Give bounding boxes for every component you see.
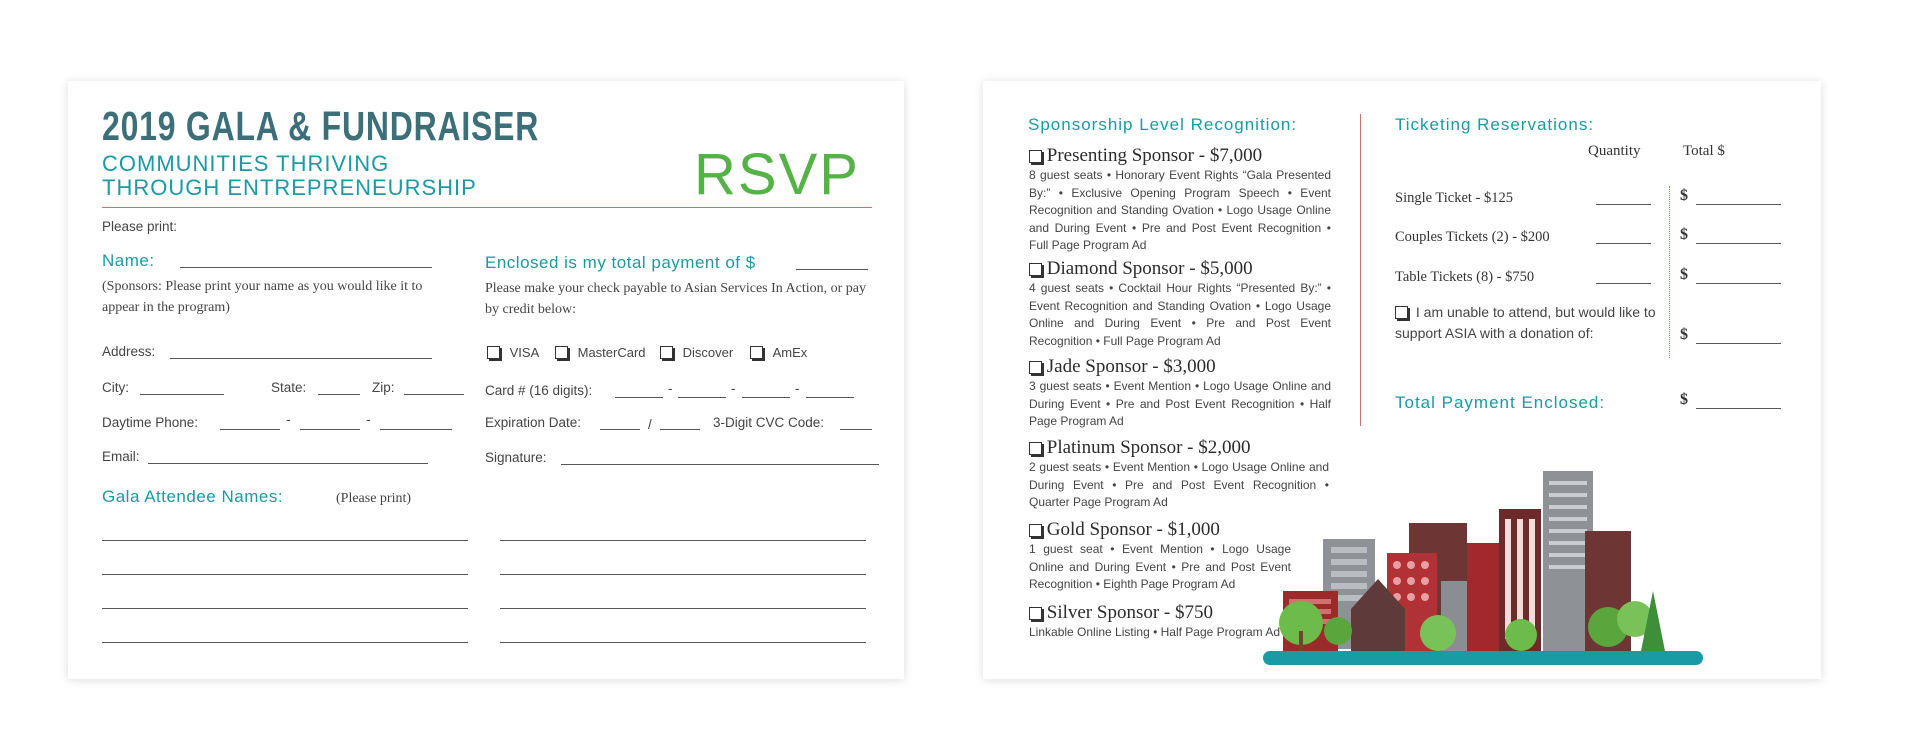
dotted-divider [1669, 186, 1670, 358]
payment-note: Please make your check payable to Asian Services In Action, or pay by credit below: [485, 281, 866, 317]
sponsorship-card [983, 81, 1821, 679]
payment-amount-field[interactable] [796, 269, 868, 270]
attendee-field[interactable] [102, 574, 468, 575]
address-field[interactable] [170, 358, 432, 359]
couples-ticket-quantity-field[interactable] [1596, 243, 1651, 244]
signature-field[interactable] [561, 464, 879, 465]
attendee-label: Gala Attendee Names: [102, 487, 284, 506]
event-title: 2019 GALA & FUNDRAISER [102, 103, 540, 149]
payment-label: Enclosed is my total payment of $ [485, 253, 756, 272]
attendee-field[interactable] [500, 540, 866, 541]
table-ticket-quantity-field[interactable] [1596, 283, 1651, 284]
checkbox-icon[interactable] [1029, 150, 1042, 163]
sponsor-diamond[interactable]: Diamond Sponsor - $5,000 4 guest seats • Cocktail Hour Rights “Presented By:” • Event Recognition and Standing Ovation • Logo Usage Online and During Event • Pre and Post Event Recognition • Full Page Program Ad [1029, 258, 1331, 348]
phone-dash: - [366, 412, 371, 427]
ticketing-heading: Ticketing Reservations: [1395, 115, 1595, 134]
attendee-field[interactable] [500, 642, 866, 643]
phone-prefix-field[interactable] [300, 429, 360, 430]
dollar-sign: $ [1680, 187, 1688, 204]
email-label: Email: [102, 449, 140, 464]
zip-label: Zip: [372, 380, 395, 395]
single-ticket-total-field[interactable] [1696, 204, 1781, 205]
total-payment-field[interactable] [1696, 408, 1781, 409]
header-divider [102, 207, 872, 208]
table-ticket-total-field[interactable] [1696, 283, 1781, 284]
please-print-label: Please print: [102, 219, 178, 234]
donation-amount-field[interactable] [1696, 343, 1781, 344]
address-label: Address: [102, 344, 156, 359]
zip-field[interactable] [404, 394, 464, 395]
cvc-label: 3-Digit CVC Code: [713, 415, 825, 430]
dollar-sign: $ [1680, 266, 1688, 283]
state-field[interactable] [318, 394, 360, 395]
total-column-header: Total $ [1683, 143, 1725, 159]
name-note: (Sponsors: Please print your name as you would like it to appear in the program) [102, 279, 423, 315]
phone-area-field[interactable] [220, 429, 280, 430]
checkbox-icon[interactable] [487, 346, 500, 359]
checkbox-icon[interactable] [555, 346, 568, 359]
state-label: State: [271, 380, 307, 395]
card-number-field[interactable] [806, 397, 854, 398]
card-number-field[interactable] [742, 397, 790, 398]
event-subtitle-line-1: COMMUNITIES THRIVING [102, 151, 390, 176]
sponsor-silver[interactable]: Silver Sponsor - $750 Linkable Online Listing • Half Page Program Ad [1029, 602, 1281, 639]
dollar-sign: $ [1680, 391, 1688, 408]
amex-option[interactable]: AmEx [750, 345, 807, 360]
sponsorship-heading: Sponsorship Level Recognition: [1028, 115, 1298, 134]
phone-label: Daytime Phone: [102, 415, 199, 430]
rsvp-form-card [68, 81, 904, 679]
checkbox-icon[interactable] [750, 346, 763, 359]
dollar-sign: $ [1680, 326, 1688, 343]
sponsor-gold[interactable]: Gold Sponsor - $1,000 1 guest seat • Event Mention • Logo Usage Online and During Event • Pre and Post Event Recognition • Eighth Page Program Ad [1029, 519, 1291, 591]
card-dash: - [731, 381, 736, 396]
card-dash: - [795, 381, 800, 396]
couples-ticket-label: Couples Tickets (2) - $200 [1395, 229, 1550, 245]
phone-line-field[interactable] [380, 429, 452, 430]
mastercard-option[interactable]: MasterCard [555, 345, 646, 360]
checkbox-icon[interactable] [1029, 524, 1042, 537]
total-payment-label: Total Payment Enclosed: [1395, 393, 1606, 412]
card-dash: - [668, 381, 673, 396]
column-divider [1360, 114, 1361, 426]
attendee-note: (Please print) [336, 491, 412, 506]
dollar-sign: $ [1680, 226, 1688, 243]
single-ticket-quantity-field[interactable] [1596, 204, 1651, 205]
sponsor-platinum[interactable]: Platinum Sponsor - $2,000 2 guest seats • Event Mention • Logo Usage Online and During Event • Pre and Post Event Recognition • Quarter Page Program Ad [1029, 437, 1329, 509]
expiration-month-field[interactable] [600, 429, 640, 430]
single-ticket-label: Single Ticket - $125 [1395, 190, 1514, 206]
card-number-field[interactable] [678, 397, 726, 398]
expiration-label: Expiration Date: [485, 415, 582, 430]
expiration-year-field[interactable] [660, 429, 700, 430]
card-number-field[interactable] [615, 397, 663, 398]
checkbox-icon[interactable] [1029, 263, 1042, 276]
attendee-field[interactable] [102, 642, 468, 643]
checkbox-icon[interactable] [1029, 607, 1042, 620]
card-number-label: Card # (16 digits): [485, 383, 593, 398]
table-ticket-label: Table Tickets (8) - $750 [1395, 269, 1535, 285]
name-label: Name: [102, 251, 155, 270]
sponsor-presenting[interactable]: Presenting Sponsor - $7,000 8 guest seats • Honorary Event Rights “Gala Presented By:” • Exclusive Opening Program Speech • Event Recognition and Standing Ovation • Logo Usage Online and During Event • Pre and Post Event Recognition • Full Page Program Ad [1029, 145, 1331, 252]
discover-option[interactable]: Discover [660, 345, 733, 360]
rsvp-heading: RSVP [694, 142, 860, 207]
attendee-field[interactable] [500, 608, 866, 609]
name-field[interactable] [180, 267, 432, 268]
sponsor-jade[interactable]: Jade Sponsor - $3,000 3 guest seats • Event Mention • Logo Usage Online and During Event • Pre and Post Event Recognition • Half Page Program Ad [1029, 356, 1331, 428]
signature-label: Signature: [485, 450, 547, 465]
visa-option[interactable]: VISA [487, 345, 539, 360]
checkbox-icon[interactable] [660, 346, 673, 359]
attendee-field[interactable] [102, 608, 468, 609]
email-field[interactable] [148, 463, 428, 464]
expiration-slash: / [648, 417, 652, 432]
phone-dash: - [286, 412, 291, 427]
checkbox-icon[interactable] [1029, 361, 1042, 374]
city-label: City: [102, 380, 129, 395]
city-field[interactable] [140, 394, 224, 395]
attendee-field[interactable] [102, 540, 468, 541]
donation-option[interactable]: I am unable to attend, but would like to support ASIA with a donation of: [1395, 304, 1656, 341]
attendee-field[interactable] [500, 574, 866, 575]
couples-ticket-total-field[interactable] [1696, 243, 1781, 244]
checkbox-icon[interactable] [1395, 306, 1408, 319]
checkbox-icon[interactable] [1029, 442, 1042, 455]
cvc-field[interactable] [840, 429, 872, 430]
event-subtitle-line-2: THROUGH ENTREPRENEURSHIP [102, 175, 477, 200]
quantity-column-header: Quantity [1588, 143, 1641, 159]
city-skyline-illustration [1263, 451, 1821, 671]
